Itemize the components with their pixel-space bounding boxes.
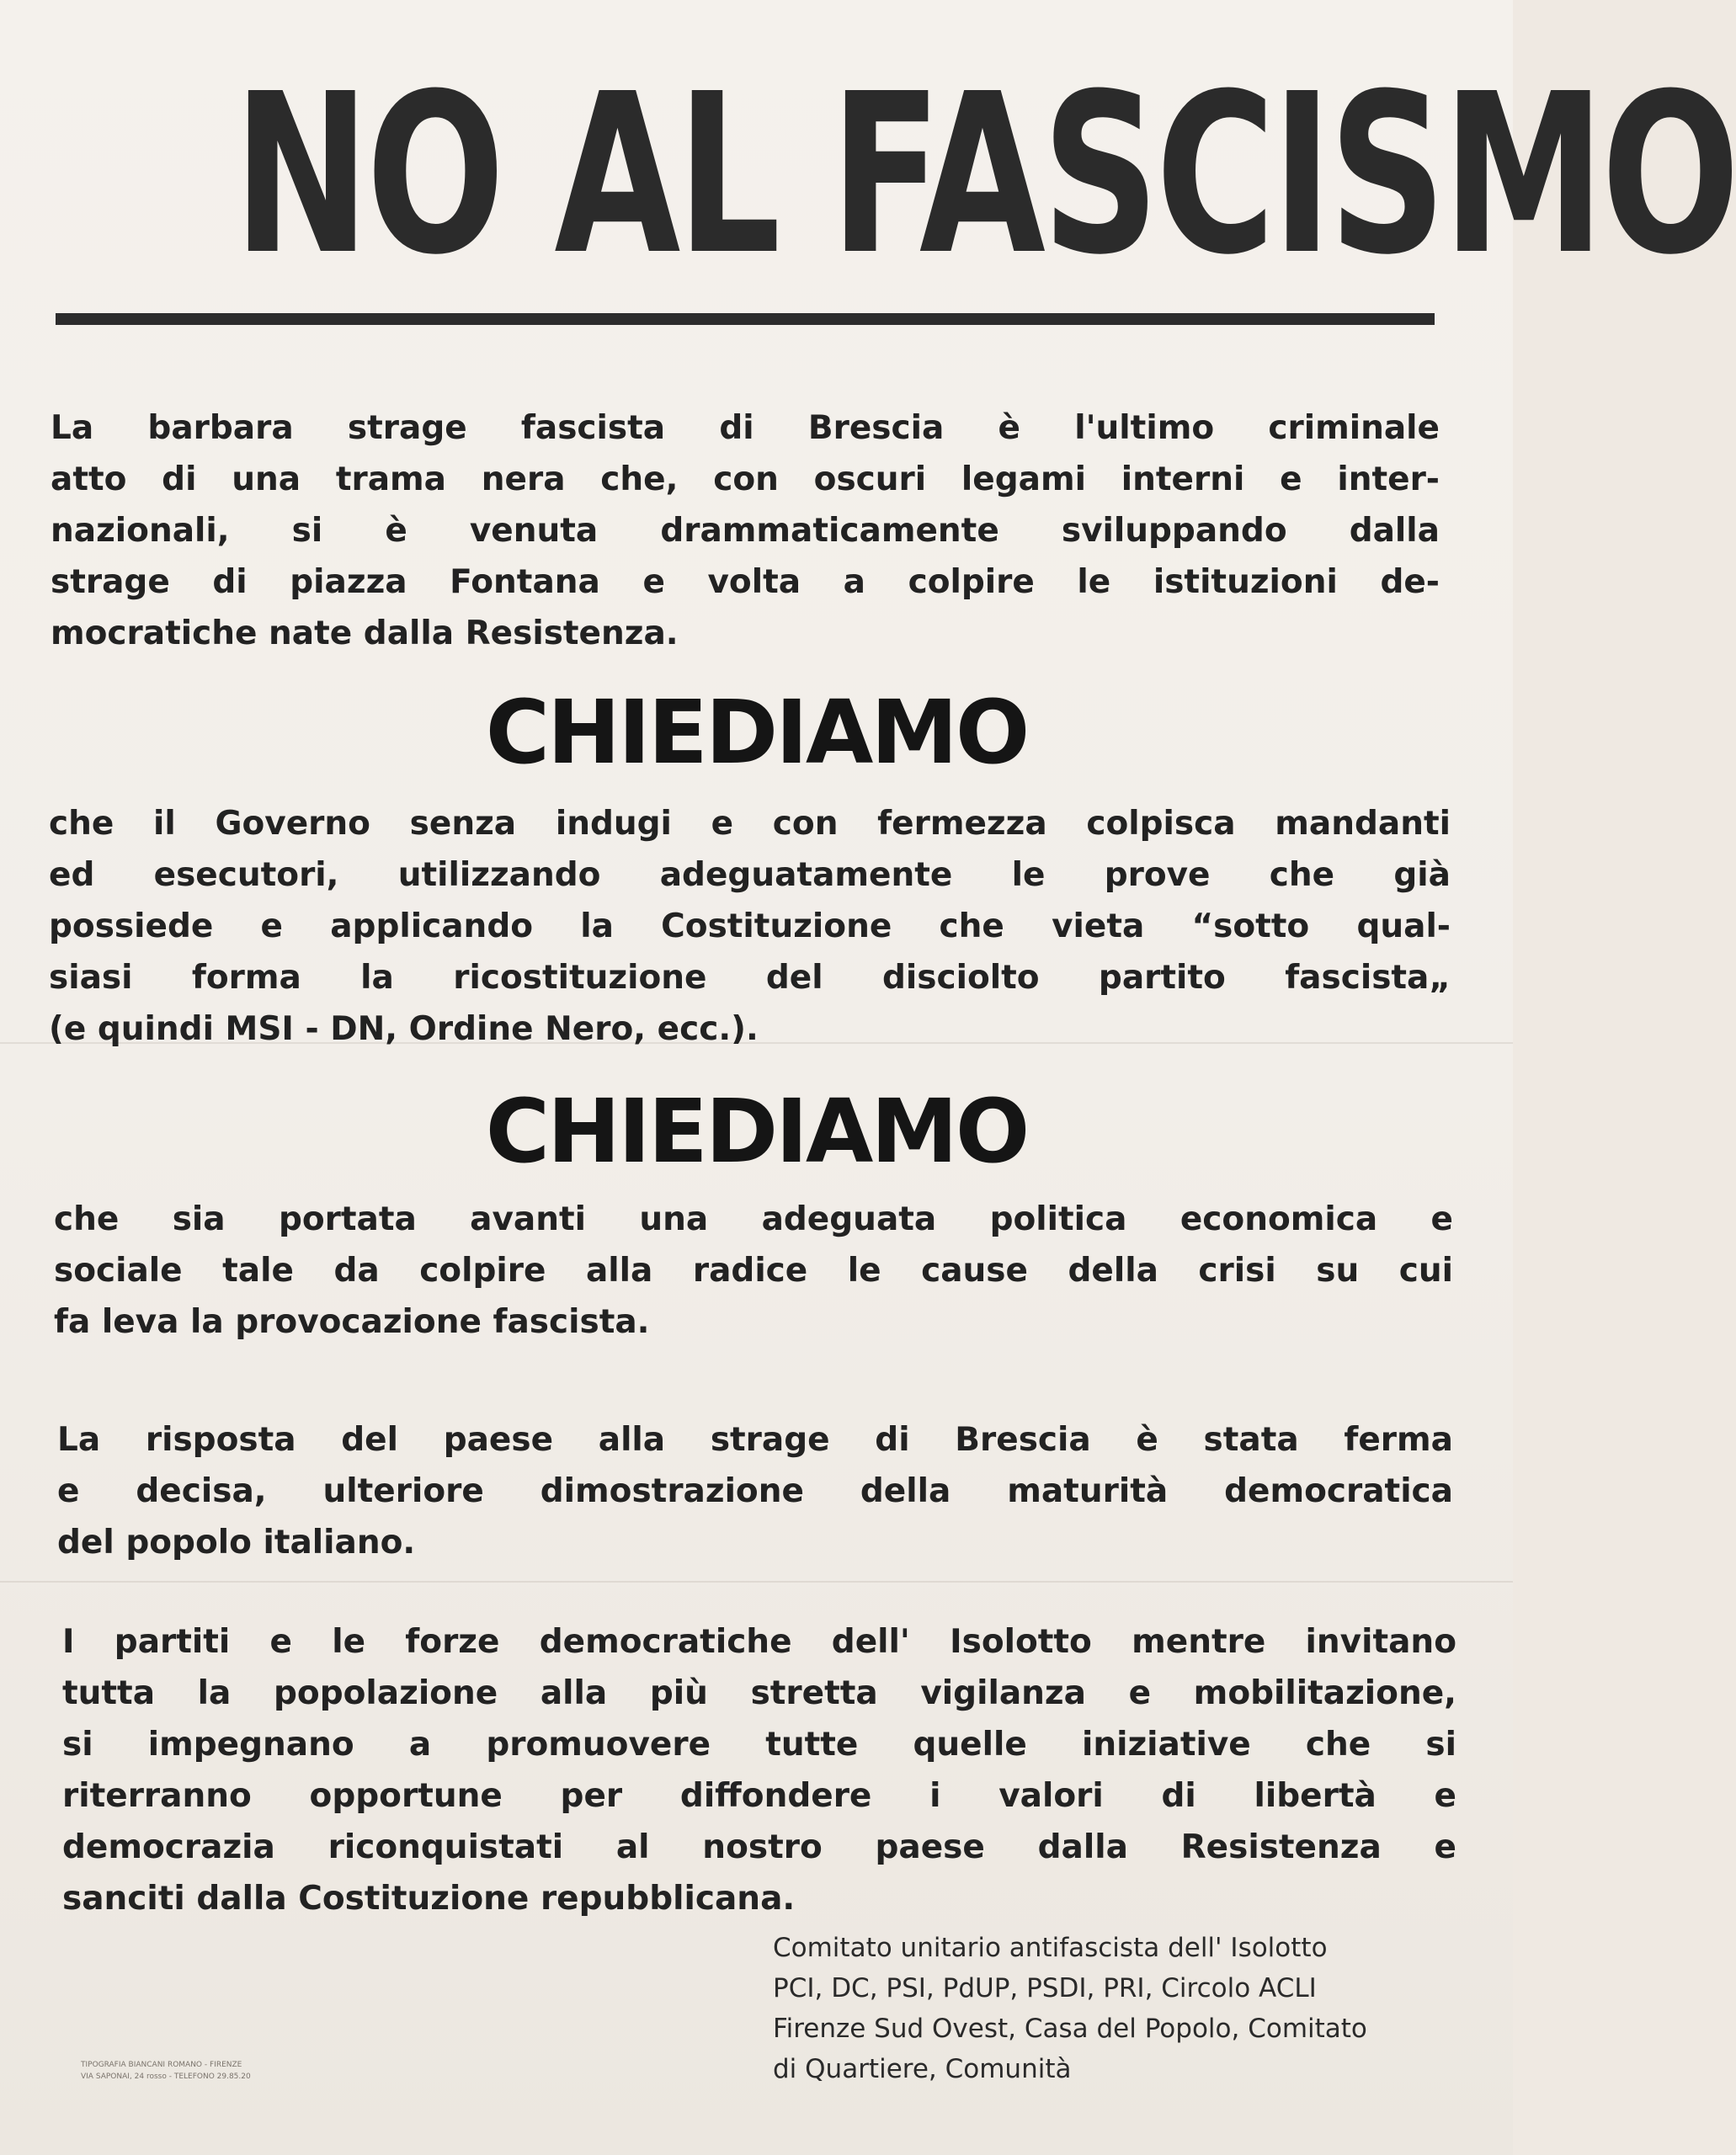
- appeal-paragraph: [62, 1616, 1456, 1924]
- response-paragraph: [57, 1414, 1453, 1568]
- imprint-line: TIPOGRAFIA BIANCANI ROMANO - FIRENZE: [81, 2061, 242, 2069]
- intro-line: La barbara strage fascista di Brescia è l'ultimo criminale: [51, 409, 1440, 447]
- demand-1-line: ed esecutori, utilizzando adeguatamente le prove che già: [49, 856, 1451, 894]
- response-line: del popolo italiano.: [57, 1524, 416, 1562]
- demand-1-line: possiede e applicando la Costituzione che vieta “sotto qual-: [49, 907, 1451, 945]
- poster-title: NO AL FASCISMO: [233, 46, 1736, 303]
- intro-line: strage di piazza Fontana e volta a colpire le istituzioni de-: [51, 563, 1440, 601]
- imprint-line: VIA SAPONAI, 24 rosso - TELEFONO 29.85.20: [81, 2073, 251, 2081]
- demand-2-line: fa leva la provocazione fascista.: [54, 1303, 650, 1341]
- demand-heading-1: CHIEDIAMO: [485, 681, 1028, 784]
- signature-line: Firenze Sud Ovest, Casa del Popolo, Comitato: [773, 2014, 1367, 2044]
- demand-1-line: siasi forma la ricostituzione del disciolto partito fascista„: [49, 959, 1451, 997]
- appeal-line: democrazia riconquistati al nostro paese dalla Resistenza e: [62, 1828, 1456, 1866]
- appeal-line: tutta la popolazione alla più stretta vigilanza e mobilitazione,: [62, 1674, 1456, 1712]
- intro-paragraph: [51, 402, 1440, 659]
- intro-line: mocratiche nate dalla Resistenza.: [51, 615, 679, 652]
- title-underline: [56, 313, 1435, 325]
- response-line: La risposta del paese alla strage di Brescia è stata ferma: [57, 1421, 1453, 1459]
- printer-imprint: [81, 2059, 251, 2083]
- signature-line: Comitato unitario antifascista dell' Isolotto: [773, 1933, 1328, 1963]
- response-line: e decisa, ulteriore dimostrazione della maturità democratica: [57, 1472, 1453, 1510]
- appeal-line: riterranno opportune per diffondere i valori di libertà e: [62, 1777, 1456, 1815]
- demand-2-paragraph: [54, 1194, 1453, 1348]
- appeal-line: sanciti dalla Costituzione repubblicana.: [62, 1880, 796, 1918]
- demand-2-line: che sia portata avanti una adeguata politica economica e: [54, 1200, 1453, 1238]
- demand-1-line: (e quindi MSI - DN, Ordine Nero, ecc.).: [49, 1010, 759, 1048]
- intro-line: nazionali, si è venuta drammaticamente sviluppando dalla: [51, 512, 1440, 550]
- signature-line: di Quartiere, Comunità: [773, 2054, 1072, 2084]
- appeal-line: si impegnano a promuovere tutte quelle iniziative che si: [62, 1726, 1456, 1764]
- demand-heading-2: CHIEDIAMO: [485, 1080, 1028, 1183]
- demand-2-line: sociale tale da colpire alla radice le cause della crisi su cui: [54, 1252, 1453, 1290]
- appeal-line: I partiti e le forze democratiche dell' Isolotto mentre invitano: [62, 1623, 1456, 1661]
- demand-1-line: che il Governo senza indugi e con fermezza colpisca mandanti: [49, 805, 1451, 843]
- signature-block: [773, 1928, 1463, 2089]
- signature-line: PCI, DC, PSI, PdUP, PSDI, PRI, Circolo ACLI: [773, 1973, 1317, 2003]
- intro-line: atto di una trama nera che, con oscuri legami interni e inter-: [51, 460, 1440, 498]
- demand-1-paragraph: [49, 798, 1451, 1055]
- paper-fold-line: [0, 1581, 1513, 1583]
